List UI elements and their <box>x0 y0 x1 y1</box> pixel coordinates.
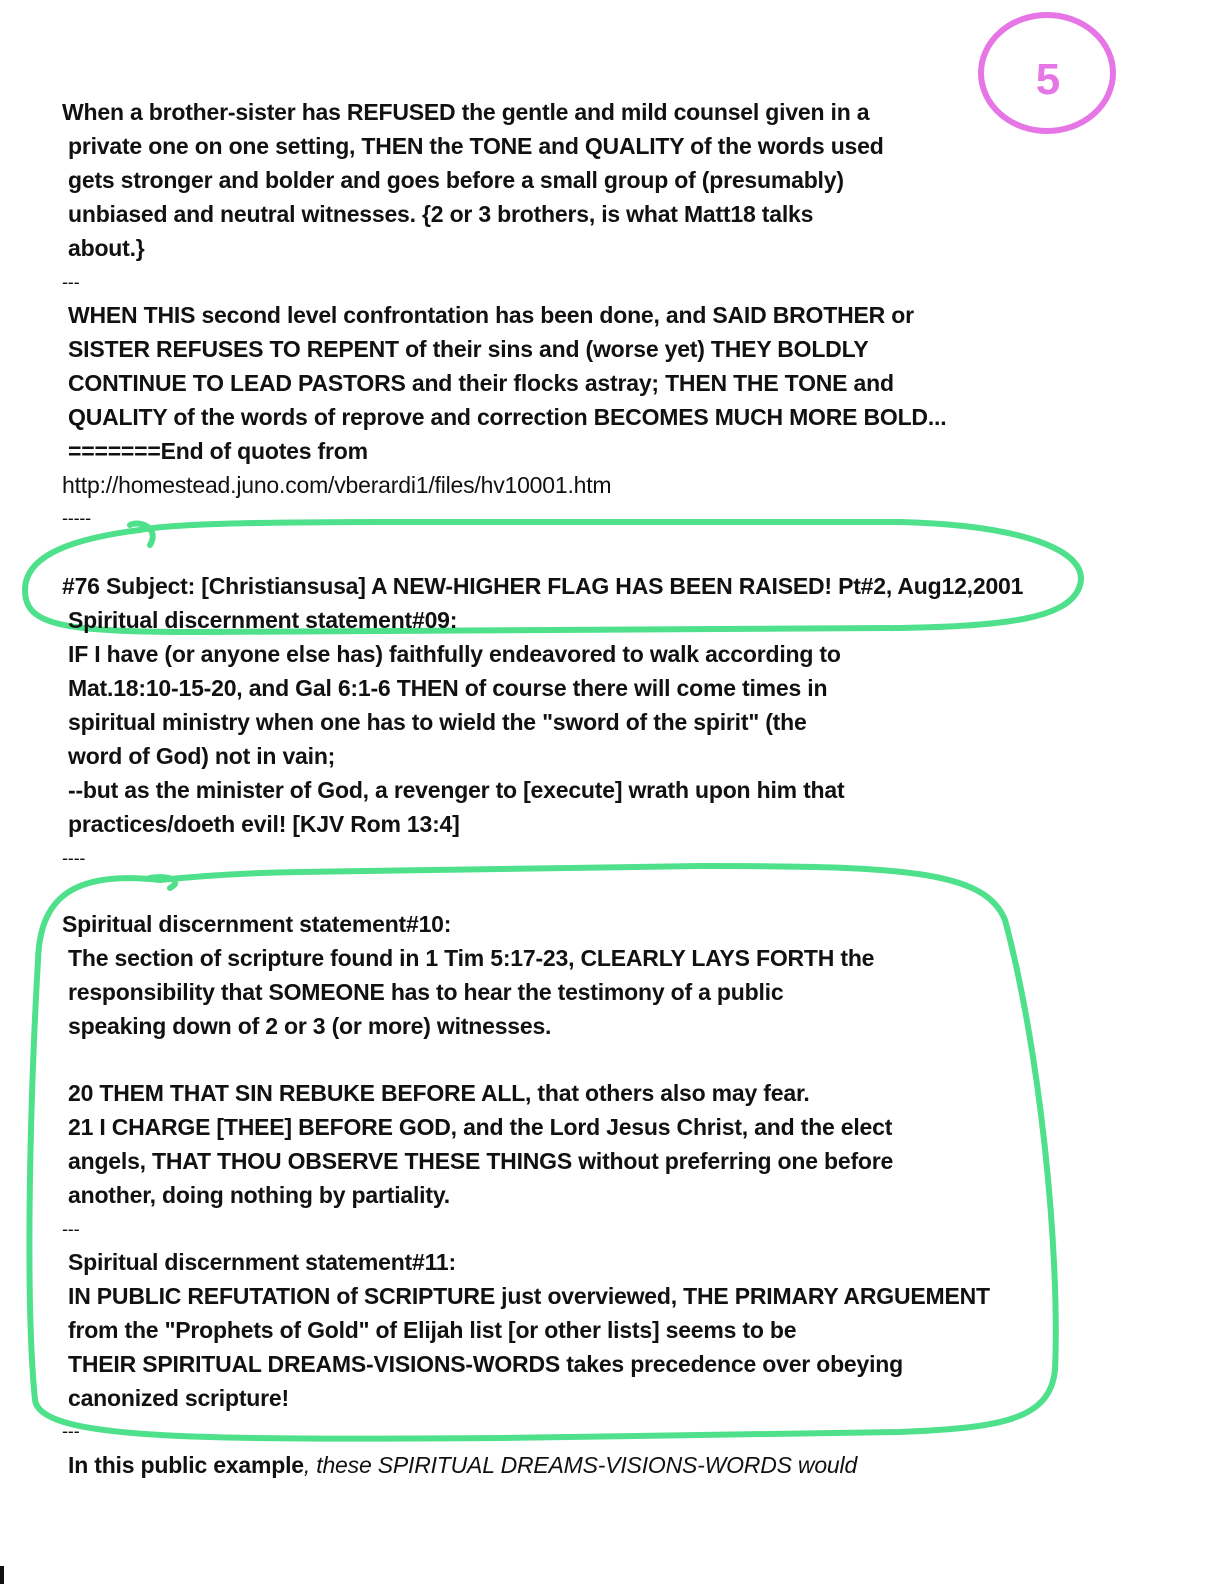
text-line: The section of scripture found in 1 Tim 5:17-23, CLEARLY LAYS FORTH the <box>68 945 875 971</box>
text-line: canonized scripture! <box>68 1385 289 1411</box>
text-line: spiritual ministry when one has to wield the "sword of the spirit" (the <box>68 709 807 735</box>
text-line: SISTER REFUSES TO REPENT of their sins and (worse yet) THEY BOLDLY <box>68 336 869 362</box>
final-italic-text: , these SPIRITUAL DREAMS-VISIONS-WORDS would <box>303 1452 858 1478</box>
final-bold-text: In this public example <box>68 1452 304 1478</box>
text-line: CONTINUE TO LEAD PASTORS and their flocks astray; THEN THE TONE and <box>68 370 894 396</box>
text-line: =======End of quotes from <box>68 438 368 464</box>
separator: --- <box>62 1219 80 1239</box>
text-line: practices/doeth evil! [KJV Rom 13:4] <box>68 811 460 837</box>
scripture-line: 21 I CHARGE [THEE] BEFORE GOD, and the Lord Jesus Christ, and the elect <box>68 1114 893 1140</box>
text-line: private one on one setting, THEN the TONE and QUALITY of the words used <box>68 133 884 159</box>
statement-title: Spiritual discernment statement#09: <box>68 607 458 633</box>
text-line: from the "Prophets of Gold" of Elijah list [or other lists] seems to be <box>68 1317 797 1343</box>
text-line: about.} <box>68 235 145 261</box>
separator: --- <box>62 1421 80 1441</box>
text-line: --but as the minister of God, a revenger to [execute] wrath upon him that <box>68 777 845 803</box>
page-number: 5 <box>1035 55 1061 104</box>
subject-line: #76 Subject: [Christiansusa] A NEW-HIGHER FLAG HAS BEEN RAISED! Pt#2, Aug12,2001 <box>62 573 1024 599</box>
text-line: When a brother-sister has REFUSED the gentle and mild counsel given in a <box>62 99 870 125</box>
text-line: unbiased and neutral witnesses. {2 or 3 brothers, is what Matt18 talks <box>68 201 814 227</box>
text-line: QUALITY of the words of reprove and correction BECOMES MUCH MORE BOLD... <box>68 404 947 430</box>
separator: ---- <box>62 848 86 868</box>
text-line: responsibility that SOMEONE has to hear the testimony of a public <box>68 979 784 1005</box>
text-line: Mat.18:10-15-20, and Gal 6:1-6 THEN of course there will come times in <box>68 675 828 701</box>
scripture-line: another, doing nothing by partiality. <box>68 1182 450 1208</box>
text-line: gets stronger and bolder and goes before a small group of (presumably) <box>68 167 844 193</box>
separator: ----- <box>62 508 91 528</box>
text-line: THEIR SPIRITUAL DREAMS-VISIONS-WORDS takes precedence over obeying <box>68 1351 903 1377</box>
scan-edge-mark <box>0 1566 4 1584</box>
text-line: speaking down of 2 or 3 (or more) witnesses. <box>68 1013 552 1039</box>
text-line: IF I have (or anyone else has) faithfully endeavored to walk according to <box>68 641 841 667</box>
text-line: WHEN THIS second level confrontation has been done, and SAID BROTHER or <box>68 302 914 328</box>
statement-title: Spiritual discernment statement#10: <box>62 911 452 937</box>
statement-title: Spiritual discernment statement#11: <box>68 1249 456 1275</box>
scripture-line: angels, THAT THOU OBSERVE THESE THINGS without preferring one before <box>68 1148 894 1174</box>
source-url: http://homestead.juno.com/vberardi1/files/hv10001.htm <box>62 472 612 498</box>
scripture-line: 20 THEM THAT SIN REBUKE BEFORE ALL, that others also may fear. <box>68 1080 810 1106</box>
text-line: word of God) not in vain; <box>68 743 336 769</box>
final-line <box>68 1448 857 1482</box>
separator: --- <box>62 272 80 292</box>
text-line: IN PUBLIC REFUTATION of SCRIPTURE just overviewed, THE PRIMARY ARGUEMENT <box>68 1283 990 1309</box>
